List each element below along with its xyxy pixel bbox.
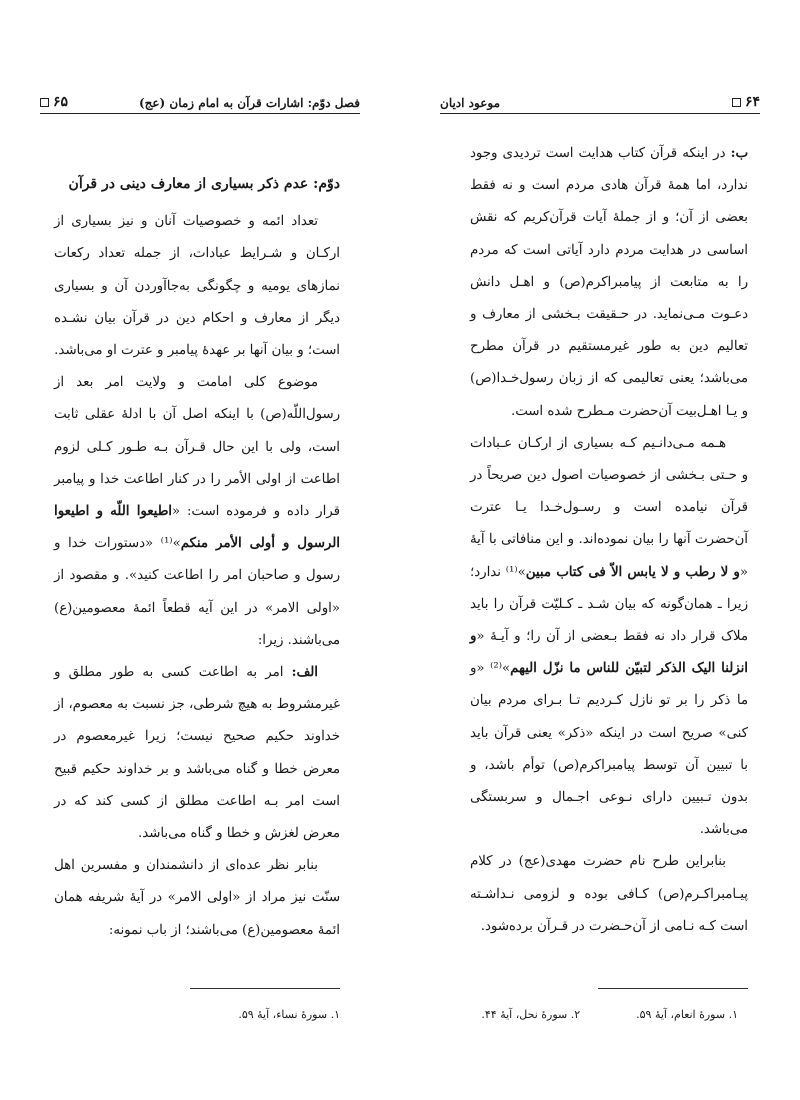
paragraph: تعداد ائمه و خصوصیات آنان و نیز بسیاری از ارکـان و شـرایط عبادات، از جمله تعداد رکعات نمازهای یومیه و چگونگی به‌جاآوردن آن و بسیاری دیگر از معارف و احکام دین در قرآن بیان نشـده است؛ و بیان آنها بر عهدهٔ پیامبر و عترت او می‌باشد. [54,214,340,359]
page-64 [400,0,800,1100]
chapter-title: فصل دوّم: اشارات قرآن به امام زمان (عج) [138,96,360,110]
running-header [440,88,760,114]
text-run: امر به اطاعت کسی به طور مطلق و غیرمشروط به هیچ شرطی، جز نسبت به معصوم، از خداوند حکیم صحیح نیست؛ زیرا غیرمعصوم در معرض خطا و گناه می‌باشد و بر خداوند حکیم قبیح است امر بـه اطاعت مطلق از کسی کند که در معرض لغزش و خطا و گناه می‌باشد. [54,665,340,842]
page-body [470,138,748,943]
page-number-box [732,94,760,110]
paragraph [470,428,748,847]
text-run: »⁽¹⁾ «دستورات خدا و رسول و صاحبان امر را اطاعت کنید». و مقصود از «اولی الامر» در این آیه قطعاً ائمهٔ معصومین(ع) می‌باشند. زیرا: [54,536,340,648]
point-label: ب: [730,146,748,161]
section-heading: دوّم: عدم ذکر بسیاری از معارف دینی در قرآن [68,176,340,192]
page-number: ۶۵ [53,94,69,110]
page-body [54,168,340,947]
footnote-divider [598,988,748,989]
paragraph [470,138,748,428]
footnotes [238,1008,340,1021]
text-run: موضوع کلی امامت و ولایت امر بعد از رسول‌اللّه(ص) با اینکه اصل آن با ادلهٔ عقلی ثابت است، ولی با این حال قـرآن بـه طـور کـلی لزوم اطاعت از اولی الأمر را در کنار اطاعت خدا و پیامبر قرار داده و فرموده است: « [54,375,340,520]
footnotes [481,1008,738,1021]
square-icon [40,98,49,107]
paragraph [54,657,340,850]
page-number-box [40,94,68,110]
page-number: ۶۴ [744,94,760,110]
footnote: ۲. سورهٔ نحل، آیهٔ ۴۴. [481,1008,581,1021]
quran-verse: اطیعوا اللّه و اطیعوا الرسول و أولی الأمر منکم [54,504,340,552]
paragraph: بنابر نظر عده‌ای از دانشمندان و مفسرین اهل سنّت نیز مراد از «اولی الامر» در آیهٔ شریفه همان ائمهٔ معصومین(ع) می‌باشند؛ از باب نمونه: [54,858,340,938]
text-run: هـمه مـی‌دانـیم کـه بسیاری از ارکـان عـبادات و حـتی بـخشی از خصوصیات اصول دین صریحاً در قرآن نیامده است و رسـول‌خـدا یـا عترت آن‌حضرت آنها را بیان نموده‌اند. و این منافاتی با آیهٔ « [470,435,748,580]
footnote-divider [190,988,340,989]
paragraph: بنابراین طرح نام حضرت مهدی(عج) در کلام پیـامبراکـرم(ص) کـافی بوده و لزومی نـداشـته است کـه نـامی از آن‌حـضرت در قـرآن برده‌شود. [470,854,748,934]
text-run: در اینکه قرآن کتاب هدایت است تردیدی وجود ندارد، اما همهٔ قرآن هادی مردم است و نه فقط بعضی از آن؛ و از جملهٔ آیات قرآن‌کریم که نقش اساسی در هدایت مردم دارد آیاتی است که مردم را به متابعت از پیامبراکرم(ص) و اهـل دانش دعـوت مـی‌نماید. در حـقیقت بـخشی از معارف و تعالیم دین به طور غیرمستقیم در قرآن مطرح می‌باشد؛ یعنی تعالیمی که از زبان رسول‌خـدا(ص) و یـا اهـل‌بیت آن‌حضرت مـطرح شده است. [470,146,748,419]
paragraph [54,367,340,657]
running-header [40,88,360,114]
quran-verse: و انزلنا الیک الذکر لتبیّن للناس ما نزّل الیهم [470,629,748,677]
footnote: ۱. سورهٔ نساء، آیهٔ ۵۹. [238,1008,340,1021]
point-label: الف: [291,665,318,681]
footnote: ۱. سورهٔ انعام، آیهٔ ۵۹. [636,1008,738,1021]
text-run: »⁽¹⁾ ندارد؛ زیرا ـ همان‌گونه که بیان شـد ـ کـلیّت قرآن را باید ملاک قرار داد نه فقط بـعضی از آن را؛ و آیـهٔ « [470,564,748,645]
quran-verse: و لا رطب و لا یابس الاّ فی کتاب مبین [525,564,740,580]
text-run: »⁽²⁾ «و ما ذکر را بر تو نازل کـردیم تـا بـرای مردم بیان کنی» صریح است در اینکه «ذکر» یعنی قرآن باید با تبیین آن توسط پیامبراکرم(ص) توأم باشد، و بدون تـبیین دارای نـوعی اجـمال و سربستگی می‌باشد. [470,661,748,838]
book-title: موعود ادیان [440,96,500,110]
square-icon [732,98,741,107]
